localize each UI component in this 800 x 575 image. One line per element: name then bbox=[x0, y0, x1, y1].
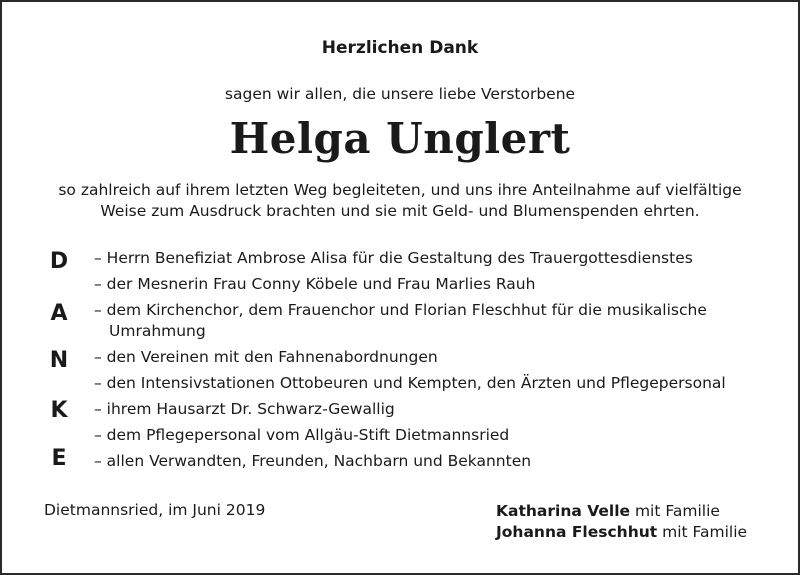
place-date: Dietmannsried, im Juni 2019 bbox=[44, 501, 266, 519]
thanks-item: – dem Pflegepersonal vom Allgäu-Stift Dietmannsried bbox=[94, 426, 510, 444]
signature-suffix: mit Familie bbox=[630, 502, 720, 520]
signature-name: Johanna Fleschhut bbox=[496, 523, 658, 541]
thanks-item: – den Vereinen mit den Fahnenabordnungen bbox=[94, 348, 438, 366]
body-line-1: so zahlreich auf ihrem letzten Weg begleiteten, und uns ihre Anteilnahme auf vielfältige bbox=[58, 181, 742, 199]
thanks-item: – dem Kirchenchor, dem Frauenchor und Florian Fleschhut für die musikalische Umrahmung bbox=[94, 301, 707, 340]
body-line-2: Weise zum Ausdruck brachten und sie mit Geld- und Blumenspenden ehrten. bbox=[100, 202, 700, 220]
deceased-name: Helga Unglert bbox=[229, 114, 571, 163]
danke-letter-e: E bbox=[51, 446, 67, 471]
signature-line bbox=[496, 501, 747, 522]
body-text bbox=[22, 180, 778, 222]
intro-text: sagen wir allen, die unsere liebe Verstorbene bbox=[224, 85, 576, 103]
notice-heading: Herzlichen Dank bbox=[321, 38, 479, 58]
signature-line bbox=[496, 522, 747, 543]
thanks-item: – allen Verwandten, Freunden, Nachbarn und Bekannten bbox=[94, 452, 532, 470]
signature-name: Katharina Velle bbox=[496, 502, 631, 520]
signatures bbox=[496, 501, 747, 543]
thanks-item: – den Intensivstationen Ottobeuren und Kempten, den Ärzten und Pflegepersonal bbox=[94, 374, 726, 392]
danke-letter-k: K bbox=[50, 398, 68, 423]
danke-letter-n: N bbox=[49, 348, 69, 373]
thanks-item: – ihrem Hausarzt Dr. Schwarz-Gewallig bbox=[94, 400, 395, 418]
danke-letter-a: A bbox=[50, 301, 68, 326]
danke-letter-d: D bbox=[49, 249, 69, 274]
thanks-item: – der Mesnerin Frau Conny Köbele und Frau Marlies Rauh bbox=[94, 275, 536, 293]
signature-suffix: mit Familie bbox=[657, 523, 748, 541]
thanks-item: – Herrn Benefiziat Ambrose Alisa für die Gestaltung des Trauergottesdienstes bbox=[94, 249, 693, 267]
